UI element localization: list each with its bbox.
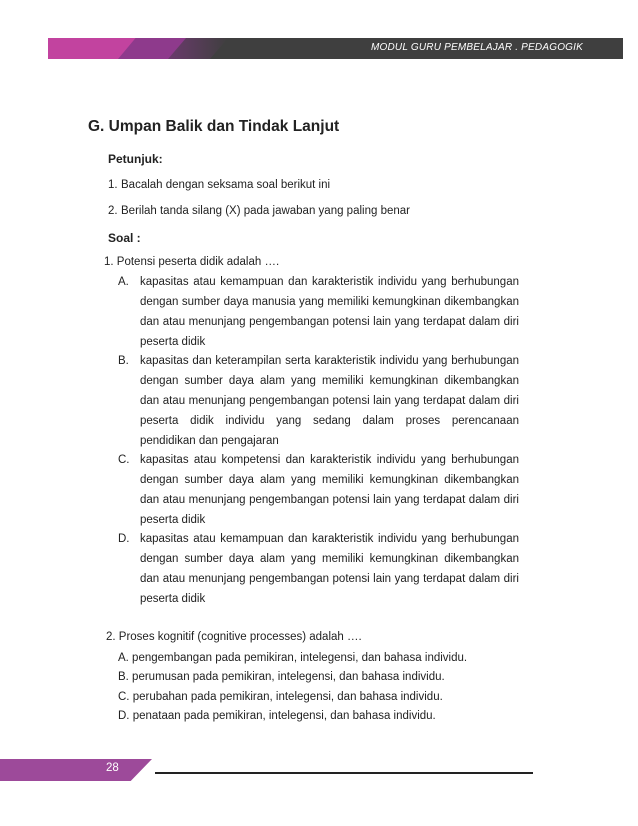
instructions-label: Petunjuk: — [108, 152, 163, 166]
q1-option-d-line: kapasitas atau kemampuan dan karakteristik individu yang berhubungan — [140, 533, 519, 545]
q1-option-c-line: dengan sumber daya alam yang memiliki kemungkinan dikembangkan — [140, 474, 519, 486]
page-number: 28 — [106, 762, 119, 774]
q1-option-c-line: peserta didik — [140, 514, 206, 526]
q1-option-b-line: dan atau menunjang pengembangan potensi lain yang terdapat dalam diri — [140, 395, 519, 407]
q1-option-a-line: dan atau menunjang pengembangan potensi lain yang terdapat dalam diri — [140, 316, 519, 328]
q1-option-b-line: peserta didik individu yang sedang dalam proses perencanaan — [140, 415, 519, 427]
q1-option-d-letter: D. — [118, 533, 130, 545]
q2-option-d: D. penataan pada pemikiran, intelegensi, dan bahasa individu. — [118, 710, 436, 722]
footer-rule — [155, 772, 533, 774]
instruction-2-text: Berilah tanda silang (X) pada jawaban yang paling benar — [121, 205, 410, 217]
header-band — [48, 38, 623, 59]
footer-page-tab — [0, 759, 152, 781]
instruction-1-text: Bacalah dengan seksama soal berikut ini — [121, 179, 331, 191]
q1-option-a-line: peserta didik — [140, 336, 206, 348]
q2-option-a: A. pengembangan pada pemikiran, intelegensi, dan bahasa individu. — [118, 652, 468, 664]
question-2-text: 2. Proses kognitif (cognitive processes) adalah …. — [106, 631, 362, 643]
q1-option-d-line: dan atau menunjang pengembangan potensi lain yang terdapat dalam diri — [140, 573, 519, 585]
q1-option-c-letter: C. — [118, 454, 130, 466]
q1-option-a-line: dengan sumber daya manusia yang memiliki kemungkinan dikembangkan — [140, 296, 519, 308]
q1-option-d-line: dengan sumber daya alam yang memiliki kemungkinan dikembangkan — [140, 553, 519, 565]
q1-option-a-letter: A. — [118, 276, 129, 288]
q2-option-c: C. perubahan pada pemikiran, intelegensi, dan bahasa individu. — [118, 691, 443, 703]
q1-option-b-line: dengan sumber daya alam yang memiliki kemungkinan dikembangkan — [140, 375, 519, 387]
q1-option-b-line: pendidikan dan pengajaran — [140, 435, 279, 447]
q1-option-b-line: kapasitas dan keterampilan serta karakteristik individu yang berhubungan — [140, 355, 519, 367]
q1-option-d-line: peserta didik — [140, 593, 206, 605]
instruction-1-number: 1. — [108, 179, 118, 191]
section-title: G. Umpan Balik dan Tindak Lanjut — [88, 118, 340, 135]
q1-option-c-line: dan atau menunjang pengembangan potensi lain yang terdapat dalam diri — [140, 494, 519, 506]
q1-option-c-line: kapasitas atau kompetensi dan karakteristik individu yang berhubungan — [140, 454, 519, 466]
running-title: MODUL GURU PEMBELAJAR . PEDAGOGIK — [370, 42, 583, 53]
q1-option-b-letter: B. — [118, 355, 129, 367]
question-1-text: 1. Potensi peserta didik adalah …. — [104, 256, 280, 268]
q2-option-b: B. perumusan pada pemikiran, intelegensi, dan bahasa individu. — [118, 671, 445, 683]
instruction-2-number: 2. — [108, 205, 118, 217]
q1-option-a-line: kapasitas atau kemampuan dan karakteristik individu yang berhubungan — [140, 276, 519, 288]
quiz-label: Soal : — [108, 231, 141, 245]
